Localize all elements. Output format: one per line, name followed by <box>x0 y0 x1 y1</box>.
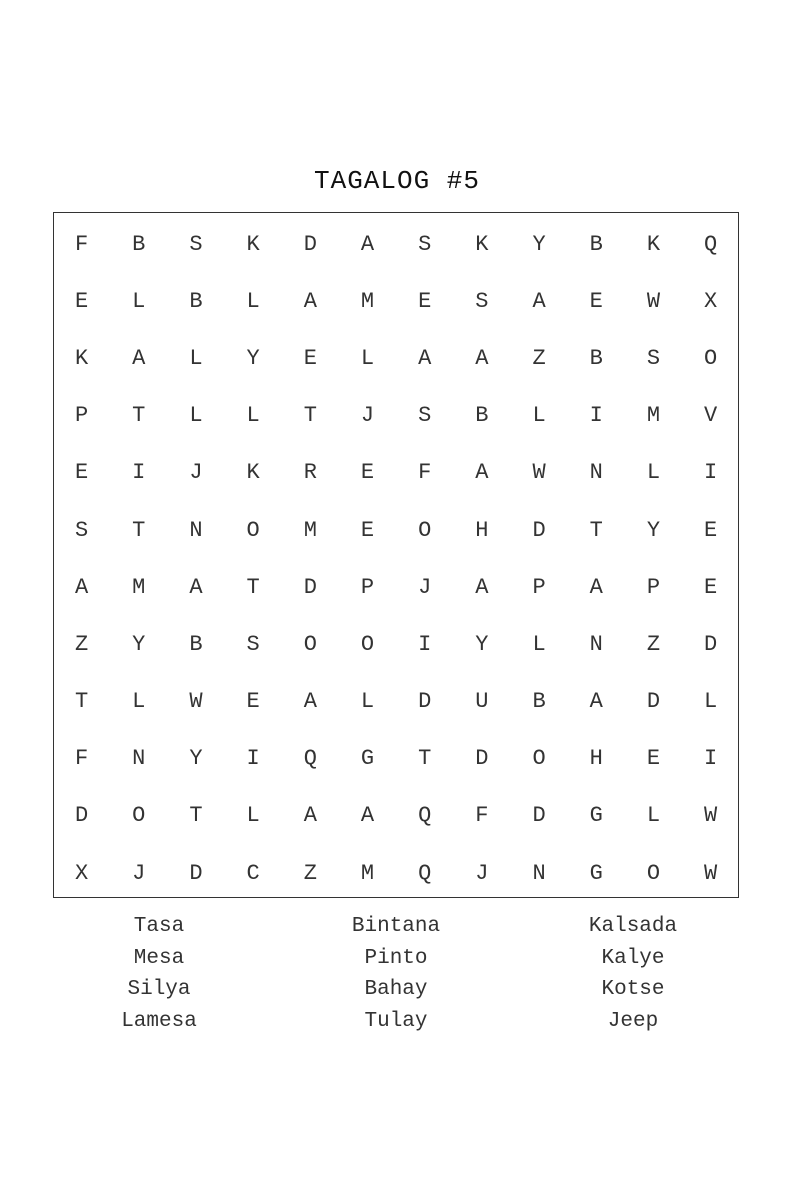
grid-letter[interactable]: F <box>475 803 489 829</box>
grid-letter[interactable]: W <box>189 689 203 715</box>
grid-letter[interactable]: B <box>475 403 489 429</box>
word-list-item: Tasa <box>133 915 185 938</box>
grid-letter[interactable]: Z <box>74 631 89 657</box>
grid-letter[interactable]: S <box>189 231 203 257</box>
grid-letter[interactable]: D <box>646 689 661 715</box>
grid-letter[interactable]: Y <box>532 231 546 257</box>
grid-letter[interactable]: J <box>189 460 203 486</box>
grid-letter[interactable]: J <box>132 860 146 886</box>
grid-letter[interactable]: B <box>189 288 203 314</box>
grid-letter[interactable]: Y <box>132 631 146 657</box>
grid-letter[interactable]: O <box>418 517 432 543</box>
grid-letter[interactable]: L <box>189 345 203 371</box>
grid-letter[interactable]: A <box>418 345 432 371</box>
grid-letter[interactable]: J <box>418 574 432 600</box>
word-column <box>533 911 733 1037</box>
grid-letter[interactable]: K <box>74 345 89 371</box>
grid-letter[interactable]: X <box>74 860 89 886</box>
word-column <box>59 911 259 1037</box>
grid-letter[interactable]: A <box>475 345 489 371</box>
grid-letter[interactable]: J <box>475 860 489 886</box>
grid-letter[interactable]: J <box>360 403 375 429</box>
grid-letter[interactable]: A <box>589 574 603 600</box>
grid-letter[interactable]: L <box>360 345 375 371</box>
grid-letter[interactable]: N <box>189 517 203 543</box>
grid-letter[interactable]: K <box>475 231 489 257</box>
word-list-item: Kotse <box>601 978 665 1001</box>
grid-letter[interactable]: T <box>189 803 203 829</box>
grid-letter[interactable]: F <box>74 746 89 772</box>
grid-letter[interactable]: M <box>360 288 375 314</box>
grid-letter[interactable]: M <box>360 860 375 886</box>
grid-letter[interactable]: T <box>418 746 432 772</box>
grid-letter[interactable]: K <box>246 231 260 257</box>
grid-letter[interactable]: A <box>589 689 603 715</box>
grid-letter[interactable]: L <box>189 403 203 429</box>
grid-letter[interactable]: A <box>360 803 375 829</box>
grid-letter[interactable]: H <box>475 517 489 543</box>
grid-letter[interactable]: L <box>132 288 146 314</box>
grid-letter[interactable]: L <box>132 689 146 715</box>
word-column <box>296 911 496 1037</box>
grid-letter[interactable]: Q <box>418 860 432 886</box>
grid-letter[interactable]: G <box>360 746 375 772</box>
grid-letter[interactable]: L <box>246 803 260 829</box>
grid-letter[interactable]: I <box>704 460 718 486</box>
letter-grid <box>53 216 739 902</box>
grid-letter[interactable]: A <box>303 803 317 829</box>
grid-letter[interactable]: N <box>132 746 146 772</box>
grid-letter[interactable]: A <box>303 288 317 314</box>
grid-letter[interactable]: B <box>532 689 546 715</box>
grid-letter[interactable]: A <box>475 574 489 600</box>
grid-letter[interactable]: E <box>646 746 661 772</box>
grid-letter[interactable]: S <box>418 231 432 257</box>
grid-letter[interactable]: A <box>475 460 489 486</box>
word-list-item: Kalsada <box>588 915 678 938</box>
grid-letter[interactable]: X <box>704 288 718 314</box>
grid-letter[interactable]: L <box>532 631 546 657</box>
grid-letter[interactable]: D <box>704 631 718 657</box>
grid-letter[interactable]: A <box>132 345 146 371</box>
grid-letter[interactable]: P <box>360 574 375 600</box>
word-list-item: Bahay <box>364 978 428 1001</box>
grid-letter[interactable]: Q <box>303 746 317 772</box>
grid-letter[interactable]: T <box>246 574 260 600</box>
grid-letter[interactable]: G <box>589 860 603 886</box>
grid-letter[interactable]: W <box>646 288 661 314</box>
grid-letter[interactable]: K <box>646 231 661 257</box>
grid-letter[interactable]: Q <box>704 231 718 257</box>
grid-letter[interactable]: D <box>189 860 203 886</box>
grid-letter[interactable]: L <box>360 689 375 715</box>
grid-letter[interactable]: P <box>532 574 546 600</box>
grid-letter[interactable]: Y <box>189 746 203 772</box>
grid-letter[interactable]: T <box>303 403 317 429</box>
grid-letter[interactable]: G <box>589 803 603 829</box>
grid-letter[interactable]: D <box>475 746 489 772</box>
grid-letter[interactable]: I <box>418 631 432 657</box>
grid-letter[interactable]: O <box>646 860 661 886</box>
grid-letter[interactable]: B <box>132 231 146 257</box>
grid-letter[interactable]: D <box>74 803 89 829</box>
grid-letter[interactable]: V <box>704 403 718 429</box>
grid-letter[interactable]: E <box>246 689 260 715</box>
grid-letter[interactable]: R <box>303 460 317 486</box>
grid-letter[interactable]: L <box>704 689 718 715</box>
grid-letter[interactable]: S <box>74 517 89 543</box>
grid-letter[interactable]: D <box>532 803 546 829</box>
grid-letter[interactable]: D <box>303 574 317 600</box>
grid-letter[interactable]: K <box>246 460 260 486</box>
grid-letter[interactable]: A <box>360 231 375 257</box>
grid-letter[interactable]: Z <box>303 860 317 886</box>
grid-letter[interactable]: N <box>589 631 603 657</box>
grid-letter[interactable]: S <box>418 403 432 429</box>
grid-letter[interactable]: W <box>704 803 718 829</box>
word-list <box>53 911 739 1041</box>
grid-letter[interactable]: M <box>303 517 317 543</box>
grid-letter[interactable]: L <box>646 803 661 829</box>
word-list-item: Lamesa <box>121 1009 197 1033</box>
grid-letter[interactable]: N <box>532 860 546 886</box>
grid-letter[interactable]: S <box>246 631 260 657</box>
grid-letter[interactable]: O <box>704 345 718 371</box>
grid-letter[interactable]: D <box>418 689 432 715</box>
grid-letter[interactable]: B <box>589 231 603 257</box>
grid-letter[interactable]: A <box>189 574 203 600</box>
grid-letter[interactable]: A <box>74 574 89 600</box>
grid-letter[interactable]: T <box>74 689 89 715</box>
grid-letter[interactable]: W <box>532 460 546 486</box>
grid-letter[interactable]: Z <box>646 631 661 657</box>
word-list-item: Silya <box>127 978 191 1001</box>
grid-letter[interactable]: W <box>704 860 718 886</box>
grid-letter[interactable]: T <box>589 517 603 543</box>
grid-letter[interactable]: L <box>646 460 661 486</box>
grid-letter[interactable]: B <box>189 631 203 657</box>
grid-letter[interactable]: B <box>589 345 603 371</box>
word-list-item: Pinto <box>364 946 428 970</box>
word-list-item: Kalye <box>601 946 665 970</box>
grid-letter[interactable]: I <box>589 403 603 429</box>
grid-letter[interactable]: E <box>704 517 718 543</box>
grid-letter[interactable]: T <box>132 403 146 429</box>
grid-letter[interactable]: H <box>589 746 603 772</box>
grid-letter[interactable]: M <box>132 574 146 600</box>
grid-letter[interactable]: E <box>74 460 89 486</box>
grid-letter[interactable]: A <box>532 288 546 314</box>
grid-letter[interactable]: P <box>74 403 89 429</box>
grid-letter[interactable]: Y <box>646 517 661 543</box>
grid-letter[interactable]: Y <box>246 345 260 371</box>
grid-letter[interactable]: N <box>589 460 603 486</box>
grid-letter[interactable]: U <box>475 689 489 715</box>
word-list-item: Bintana <box>351 915 441 938</box>
grid-letter[interactable]: A <box>303 689 317 715</box>
grid-letter[interactable]: L <box>532 403 546 429</box>
grid-letter[interactable]: O <box>303 631 317 657</box>
grid-letter[interactable]: Y <box>475 631 489 657</box>
grid-letter[interactable]: E <box>360 460 375 486</box>
grid-letter[interactable]: O <box>246 517 260 543</box>
word-list-item: Jeep <box>607 1009 659 1033</box>
grid-letter[interactable]: T <box>132 517 146 543</box>
puzzle-title: TAGALOG #5 <box>313 166 481 196</box>
grid-letter[interactable]: O <box>360 631 375 657</box>
grid-letter[interactable]: I <box>132 460 146 486</box>
grid-letter[interactable]: C <box>246 860 260 886</box>
grid-letter[interactable]: E <box>303 345 317 371</box>
grid-letter[interactable]: Q <box>418 803 432 829</box>
word-list-item: Mesa <box>133 946 185 970</box>
grid-letter[interactable]: P <box>646 574 661 600</box>
grid-letter[interactable]: I <box>246 746 260 772</box>
grid-letter[interactable]: I <box>704 746 718 772</box>
grid-letter[interactable]: D <box>532 517 546 543</box>
word-list-item: Tulay <box>364 1009 428 1033</box>
grid-letter[interactable]: E <box>74 288 89 314</box>
grid-letter[interactable]: F <box>418 460 432 486</box>
grid-letter[interactable]: D <box>303 231 317 257</box>
grid-letter[interactable]: Z <box>532 345 546 371</box>
grid-letter[interactable]: S <box>646 345 661 371</box>
grid-letter[interactable]: M <box>646 403 661 429</box>
grid-letter[interactable]: F <box>74 231 89 257</box>
grid-letter[interactable]: O <box>532 746 546 772</box>
grid-letter[interactable]: L <box>246 288 260 314</box>
grid-letter[interactable]: S <box>475 288 489 314</box>
grid-letter[interactable]: E <box>360 517 375 543</box>
grid-letter[interactable]: E <box>704 574 718 600</box>
grid-letter[interactable]: L <box>246 403 260 429</box>
grid-letter[interactable]: E <box>418 288 432 314</box>
grid-letter[interactable]: E <box>589 288 603 314</box>
grid-letter[interactable]: O <box>132 803 146 829</box>
